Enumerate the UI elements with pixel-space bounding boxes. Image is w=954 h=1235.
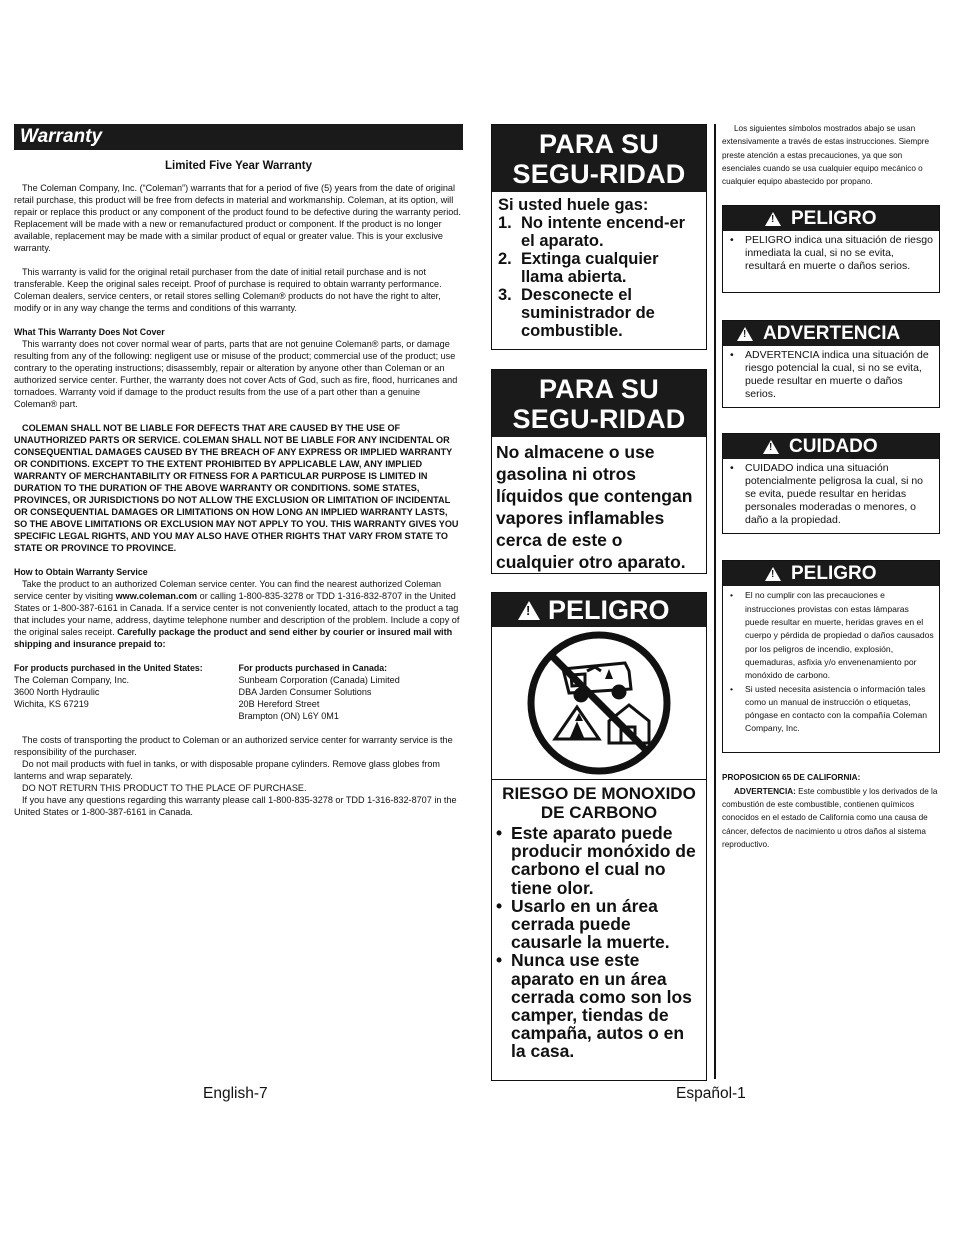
step-number: 1. xyxy=(498,214,512,232)
peligro-title: PELIGRO xyxy=(791,208,877,230)
list-item-text: Usarlo en un área cerrada puede causarle la muerte. xyxy=(511,895,670,953)
warning-triangle-icon xyxy=(763,440,779,454)
us-address-heading: For products purchased in the United States: xyxy=(14,663,203,673)
us-address-line: The Coleman Company, Inc. xyxy=(14,675,130,685)
advertencia-title: ADVERTENCIA xyxy=(763,323,901,345)
p5-text-b: or calling 1-800-835-3278 or TDD 1-316-832-8707 in the United States or 1-800-387-6161 in Canada. If a service center is not conveniently located, attach to the product a tag that includes your name, address, daytime telephone number and description of the problem. Include a copy of the original sales receipt. xyxy=(14,591,460,637)
advertencia-definition-box xyxy=(722,320,940,408)
canada-address xyxy=(239,662,464,722)
p5-bold-text: Carefully package the product and send either by courier or insured mail with shipping and insurance prepaid to: xyxy=(14,627,453,649)
safety-column xyxy=(491,124,707,1081)
prop65-heading: PROPOSICION 65 DE CALIFORNIA: xyxy=(722,773,861,783)
list-item-text: Si usted necesita asistencia o información tales como un manual de instrucción o etiquetas, póngase en contacto con la compañía Coleman Company, Inc. xyxy=(745,683,928,734)
page-number-spanish: Español-1 xyxy=(676,1085,746,1102)
list-item: • Nunca use este aparato en un área cerrada como son los camper, tiendas de campaña, autos o en la casa. xyxy=(492,951,706,1060)
cuidado-text: CUIDADO indica una situación potencialmente peligrosa la cual, si no se evita, puede resultar en heridas personales moderadas o menores, o daño a la propiedad. xyxy=(745,462,924,527)
warranty-paragraph-5 xyxy=(14,578,463,650)
peligro-header xyxy=(723,561,939,586)
peligro-lamp-box xyxy=(722,560,940,753)
peligro-definition-box xyxy=(722,205,940,293)
canada-address-heading: For products purchased in Canada: xyxy=(238,663,388,673)
warranty-paragraph-1: The Coleman Company, Inc. (“Coleman”) warrants that for a period of five (5) years from the date of original retail purchase, this product will be free from defects in material and workmanship. Coleman, at its option, will repair or replace this product or any component of the product found to be defective during the warranty period. Replacement will be made with a new or remanufactured product or component. If the product is no longer available, replacement may be made with a similar product of equal or greater value. This is your exclusive warranty. xyxy=(14,183,461,253)
prop65-text xyxy=(722,785,940,851)
prop65-section xyxy=(722,771,940,851)
us-address xyxy=(14,662,239,722)
peligro-header xyxy=(723,206,939,231)
advertencia-header xyxy=(723,321,939,346)
gas-intro: Si usted huele gas: xyxy=(498,196,649,214)
list-item: • Usarlo en un área cerrada puede causarle la muerte. xyxy=(492,897,706,952)
advertencia-definition: • ADVERTENCIA indica una situación de riesgo potencial la cual, si no se evita, puede resultar en muerte o daños serios. xyxy=(723,346,939,405)
us-address-line: 3600 North Hydraulic xyxy=(14,687,100,697)
step-number: 3. xyxy=(498,286,512,304)
safety-box-title: PARA SU SEGU-RIDAD xyxy=(492,125,706,192)
co-risk-list xyxy=(492,824,706,1061)
gas-step xyxy=(498,286,700,340)
list-item: • Si usted necesita asistencia o información tales como un manual de instrucción o etiquetas, póngase en contacto con la compañía Coleman Company, Inc. xyxy=(727,683,935,736)
safety-box-title: PARA SU SEGU-RIDAD xyxy=(492,370,706,437)
not-cover-heading: What This Warranty Does Not Cover xyxy=(14,327,165,337)
canada-address-line: Sunbeam Corporation (Canada) Limited xyxy=(238,675,400,685)
warranty-paragraph-6: The costs of transporting the product to Coleman or an authorized service center for warranty service is the responsibility of the purchaser. xyxy=(14,735,453,757)
coleman-website-link[interactable]: www.coleman.com xyxy=(115,591,198,601)
page-number-english: English-7 xyxy=(203,1085,268,1102)
advertencia-text: ADVERTENCIA indica una situación de riesgo potencial la cual, si no se evita, puede resultar en muerte o daños serios. xyxy=(745,349,929,401)
warranty-title: Warranty xyxy=(14,124,463,150)
warranty-paragraph-7: Do not mail products with fuel in tanks, or with disposable propane cylinders. Remove glass globes from lanterns and wrap separately. xyxy=(14,759,441,781)
warranty-paragraph-9: If you have any questions regarding this warranty please call 1-800-835-3278 or TDD 1-316-832-8707 in the United States or 1-800-387-6161 in Canada. xyxy=(14,795,457,817)
warning-triangle-icon xyxy=(765,567,781,581)
prop65-body: Este combustible y los derivados de la combustión de este combustible, contienen químicos conocidos en el estado de California como una causa de cáncer, defectos de nacimiento u otros daños al sistema reproductivo. xyxy=(722,786,938,849)
gas-instructions xyxy=(492,192,706,348)
step-text: Extinga cualquier llama abierta. xyxy=(521,250,659,286)
step-text: Desconecte el suministrador de combustible. xyxy=(521,286,655,340)
addresses xyxy=(14,662,463,722)
prop65-label: ADVERTENCIA: xyxy=(734,786,796,796)
obtain-service-heading: How to Obtain Warranty Service xyxy=(14,567,148,577)
canada-address-line: DBA Jarden Consumer Solutions xyxy=(238,687,372,697)
list-item-text: Este aparato puede producir monóxido de carbono el cual no tiene olor. xyxy=(511,823,696,898)
peligro-lamp-list xyxy=(723,586,939,738)
cuidado-definition-box xyxy=(722,433,940,534)
no-indoor-use-icon xyxy=(525,629,673,777)
warning-triangle-icon xyxy=(737,327,753,341)
step-number: 2. xyxy=(498,250,512,268)
warranty-subtitle: Limited Five Year Warranty xyxy=(164,160,312,172)
gasoline-warning-text: No almacene o use gasolina ni otros líquidos que contengan vapores inflamables cerca de este o cualquier otro aparato. xyxy=(496,442,693,572)
list-item-text: Nunca use este aparato en un área cerrada como son los camper, tiendas de campaña, autos o en la casa. xyxy=(511,950,692,1062)
safety-box-gas xyxy=(491,124,707,350)
gas-step xyxy=(498,214,700,250)
p5-text-a: Take the product to an authorized Coleman service center. You can find the nearest authorized Coleman service center by visiting xyxy=(14,579,442,601)
warranty-column xyxy=(14,124,463,818)
liability-paragraph: COLEMAN SHALL NOT BE LIABLE FOR DEFECTS THAT ARE CAUSED BY THE USE OF UNAUTHORIZED PARTS OR SERVICE. COLEMAN SHALL NOT BE LIABLE FOR ANY INCIDENTAL OR CONSEQUENTIAL DAMAGES CAUSED BY THE BREACH OF ANY EXPRESS OR IMPLIED WARRANTY OR CONDITIONS. EXCEPT TO THE EXTENT PROHIBITED BY APPLICABLE LAW, ANY IMPLIED WARRANTY OF MERCHANTABILITY OR FITNESS FOR A PARTICULAR PURPOSE IS LIMITED IN DURATION TO THE DURATION OF THE ABOVE WARRANTY OR CONDITIONS. SOME STATES, PROVINCES, OR JURISDICTIONS DO NOT ALLOW THE EXCLUSION OR LIMITATION OF INCIDENTAL OR CONSEQUENTIAL DAMAGES OR LIMITATIONS ON HOW LONG AN IMPLIED WARRANTY LASTS, SO THE ABOVE LIMITATIONS OR EXCLUSION MAY NOT APPLY TO YOU. THIS WARRANTY GIVES YOU SPECIFIC LEGAL RIGHTS, AND YOU MAY ALSO HAVE OTHER RIGHTS THAT VARY FROM STATE TO STATE OR PROVINCE TO PROVINCE. xyxy=(14,423,459,553)
warning-triangle-icon xyxy=(765,212,781,226)
peligro-definition: • PELIGRO indica una situación de riesgo inmediata la cual, si no se evita, resultará en muerte o daños serios. xyxy=(723,231,939,277)
danger-title: PELIGRO xyxy=(548,595,670,625)
warranty-paragraph-3: This warranty does not cover normal wear of parts, parts that are not genuine Coleman® parts, or damage resulting from any of the following: negligent use or misuse of the product; commercial use of the product; use contrary to the operating instructions; disassembly, repair or alteration by anyone other than Coleman or an authorized service center. Further, the warranty does not cover Acts of God, such as fire, flood, hurricanes and tornadoes. Warranty void if damage to the product results from the use of a part other than a genuine Coleman® part. xyxy=(14,339,458,409)
us-address-line: Wichita, KS 67219 xyxy=(14,699,89,709)
list-item: • El no cumplir con las precauciones e instrucciones provistas con estas lámparas puede resultar en muerte, heridas graves en el cuerpo y pérdida de propiedad o daños causados por los peligros de incendio, explosión, quemaduras, asfixia y/o envenenamiento por monóxido de carbono. xyxy=(727,589,935,682)
danger-box-carbon-monoxide xyxy=(491,592,707,1081)
danger-header xyxy=(492,593,706,627)
co-risk-title: RIESGO DE MONOXIDO DE CARBONO xyxy=(502,784,696,822)
symbols-intro: Los siguientes símbolos mostrados abajo se usan extensivamente a través de estas instrucciones. Siempre preste atención a estas precauciones, ya que son esenciales cuando se usa cualquier equipo mecánico o cualquier equipo abastecido por propano. xyxy=(722,124,930,187)
list-item: • Este aparato puede producir monóxido de carbono el cual no tiene olor. xyxy=(492,824,706,897)
column-divider xyxy=(714,124,716,1079)
warning-triangle-icon xyxy=(518,601,540,620)
warranty-paragraph-2: This warranty is valid for the original retail purchaser from the date of initial retail purchase and is not transferable. Keep the original sales receipt. Proof of purchase is required to obtain warranty performance. Coleman dealers, service centers, or retail stores selling Coleman® products do not have the right to alter, modify or in any way change the terms and conditions of this warranty. xyxy=(14,267,442,313)
cuidado-title: CUIDADO xyxy=(789,436,878,458)
canada-address-line: Brampton (ON) L6Y 0M1 xyxy=(238,711,339,721)
step-text: No intente encend-er el aparato. xyxy=(521,214,686,250)
peligro-title: PELIGRO xyxy=(791,563,877,585)
gas-step xyxy=(498,250,700,286)
symbols-column xyxy=(722,122,940,851)
peligro-text: PELIGRO indica una situación de riesgo inmediata la cual, si no se evita, resultará en muerte o daños serios. xyxy=(745,234,933,273)
canada-address-line: 20B Hereford Street xyxy=(238,699,320,709)
warranty-paragraph-8: DO NOT RETURN THIS PRODUCT TO THE PLACE OF PURCHASE. xyxy=(22,783,307,793)
safety-box-gasoline xyxy=(491,369,707,574)
cuidado-header xyxy=(723,434,939,459)
cuidado-definition: • CUIDADO indica una situación potencialmente peligrosa la cual, si no se evita, puede resultar en heridas personales moderadas o menores, o daño a la propiedad. xyxy=(723,459,939,531)
pictogram-area xyxy=(492,627,706,780)
list-item-text: El no cumplir con las precauciones e instrucciones provistas con estas lámparas puede resultar en muerte, heridas graves en el cuerpo y pérdida de propiedad o daños causados por los peligros de incendio, explosión, quemaduras, asfixia y/o envenenamiento por monóxido de carbono. xyxy=(745,590,934,681)
